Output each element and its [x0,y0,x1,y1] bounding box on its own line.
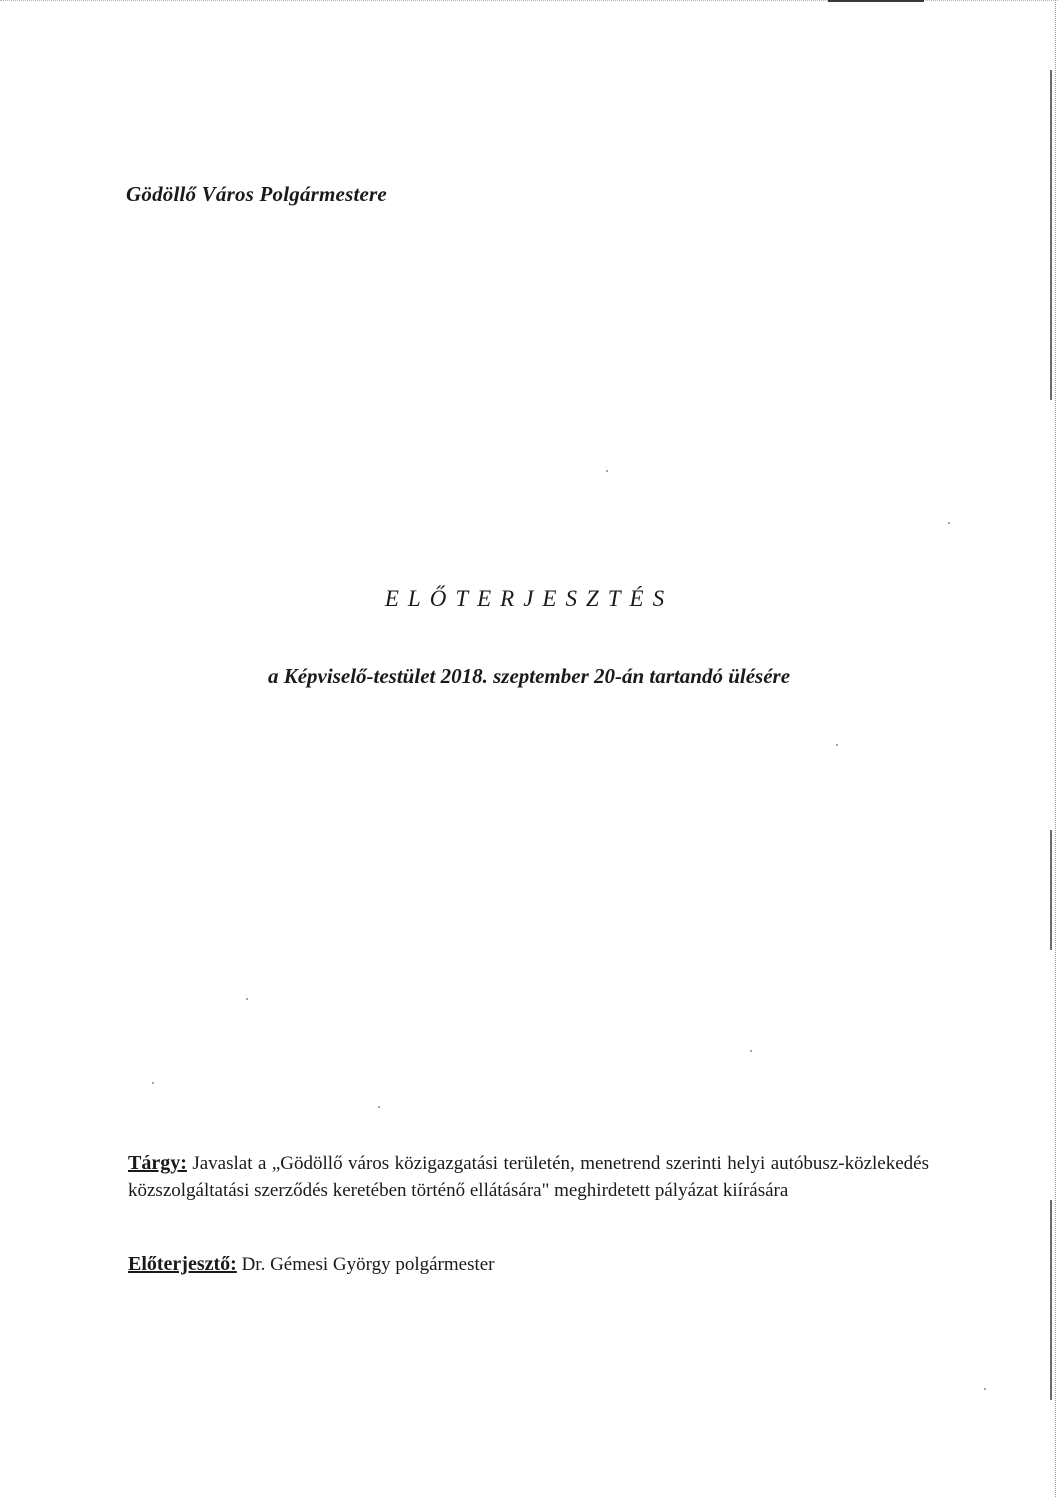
scan-mark-right [1050,1200,1052,1400]
issuing-authority: Gödöllő Város Polgármestere [126,182,387,206]
subject-text: Javaslat a „Gödöllő város közigazgatási területén, menetrend szerinti helyi autóbusz-közlekedés közszolgáltatási szerződés keretében történő ellátására" meghirdetett pályázat kiírására [128,1153,929,1201]
scan-speck [750,1050,752,1052]
subject-paragraph [128,1150,929,1204]
scan-speck [948,522,950,524]
presenter-text: Dr. Gémesi György polgármester [236,1254,495,1275]
scan-speck [378,1106,380,1108]
document-title: ELŐTERJESZTÉS [384,586,674,611]
scan-speck [152,1082,154,1084]
scan-mark-right [1050,70,1052,400]
scan-speck [246,998,248,1000]
scan-speck [606,470,608,472]
presenter-paragraph [128,1251,929,1278]
subject-label: Tárgy: [128,1152,187,1174]
scan-edge-right [1053,0,1056,1497]
presenter-label: Előterjesztő: [128,1253,237,1275]
scan-speck [984,1388,986,1390]
scan-mark-right [1050,830,1052,950]
scan-speck [836,744,838,746]
document-subtitle: a Képviselő-testület 2018. szeptember 20-án tartandó ülésére [267,664,791,688]
scan-mark-top [828,0,924,2]
